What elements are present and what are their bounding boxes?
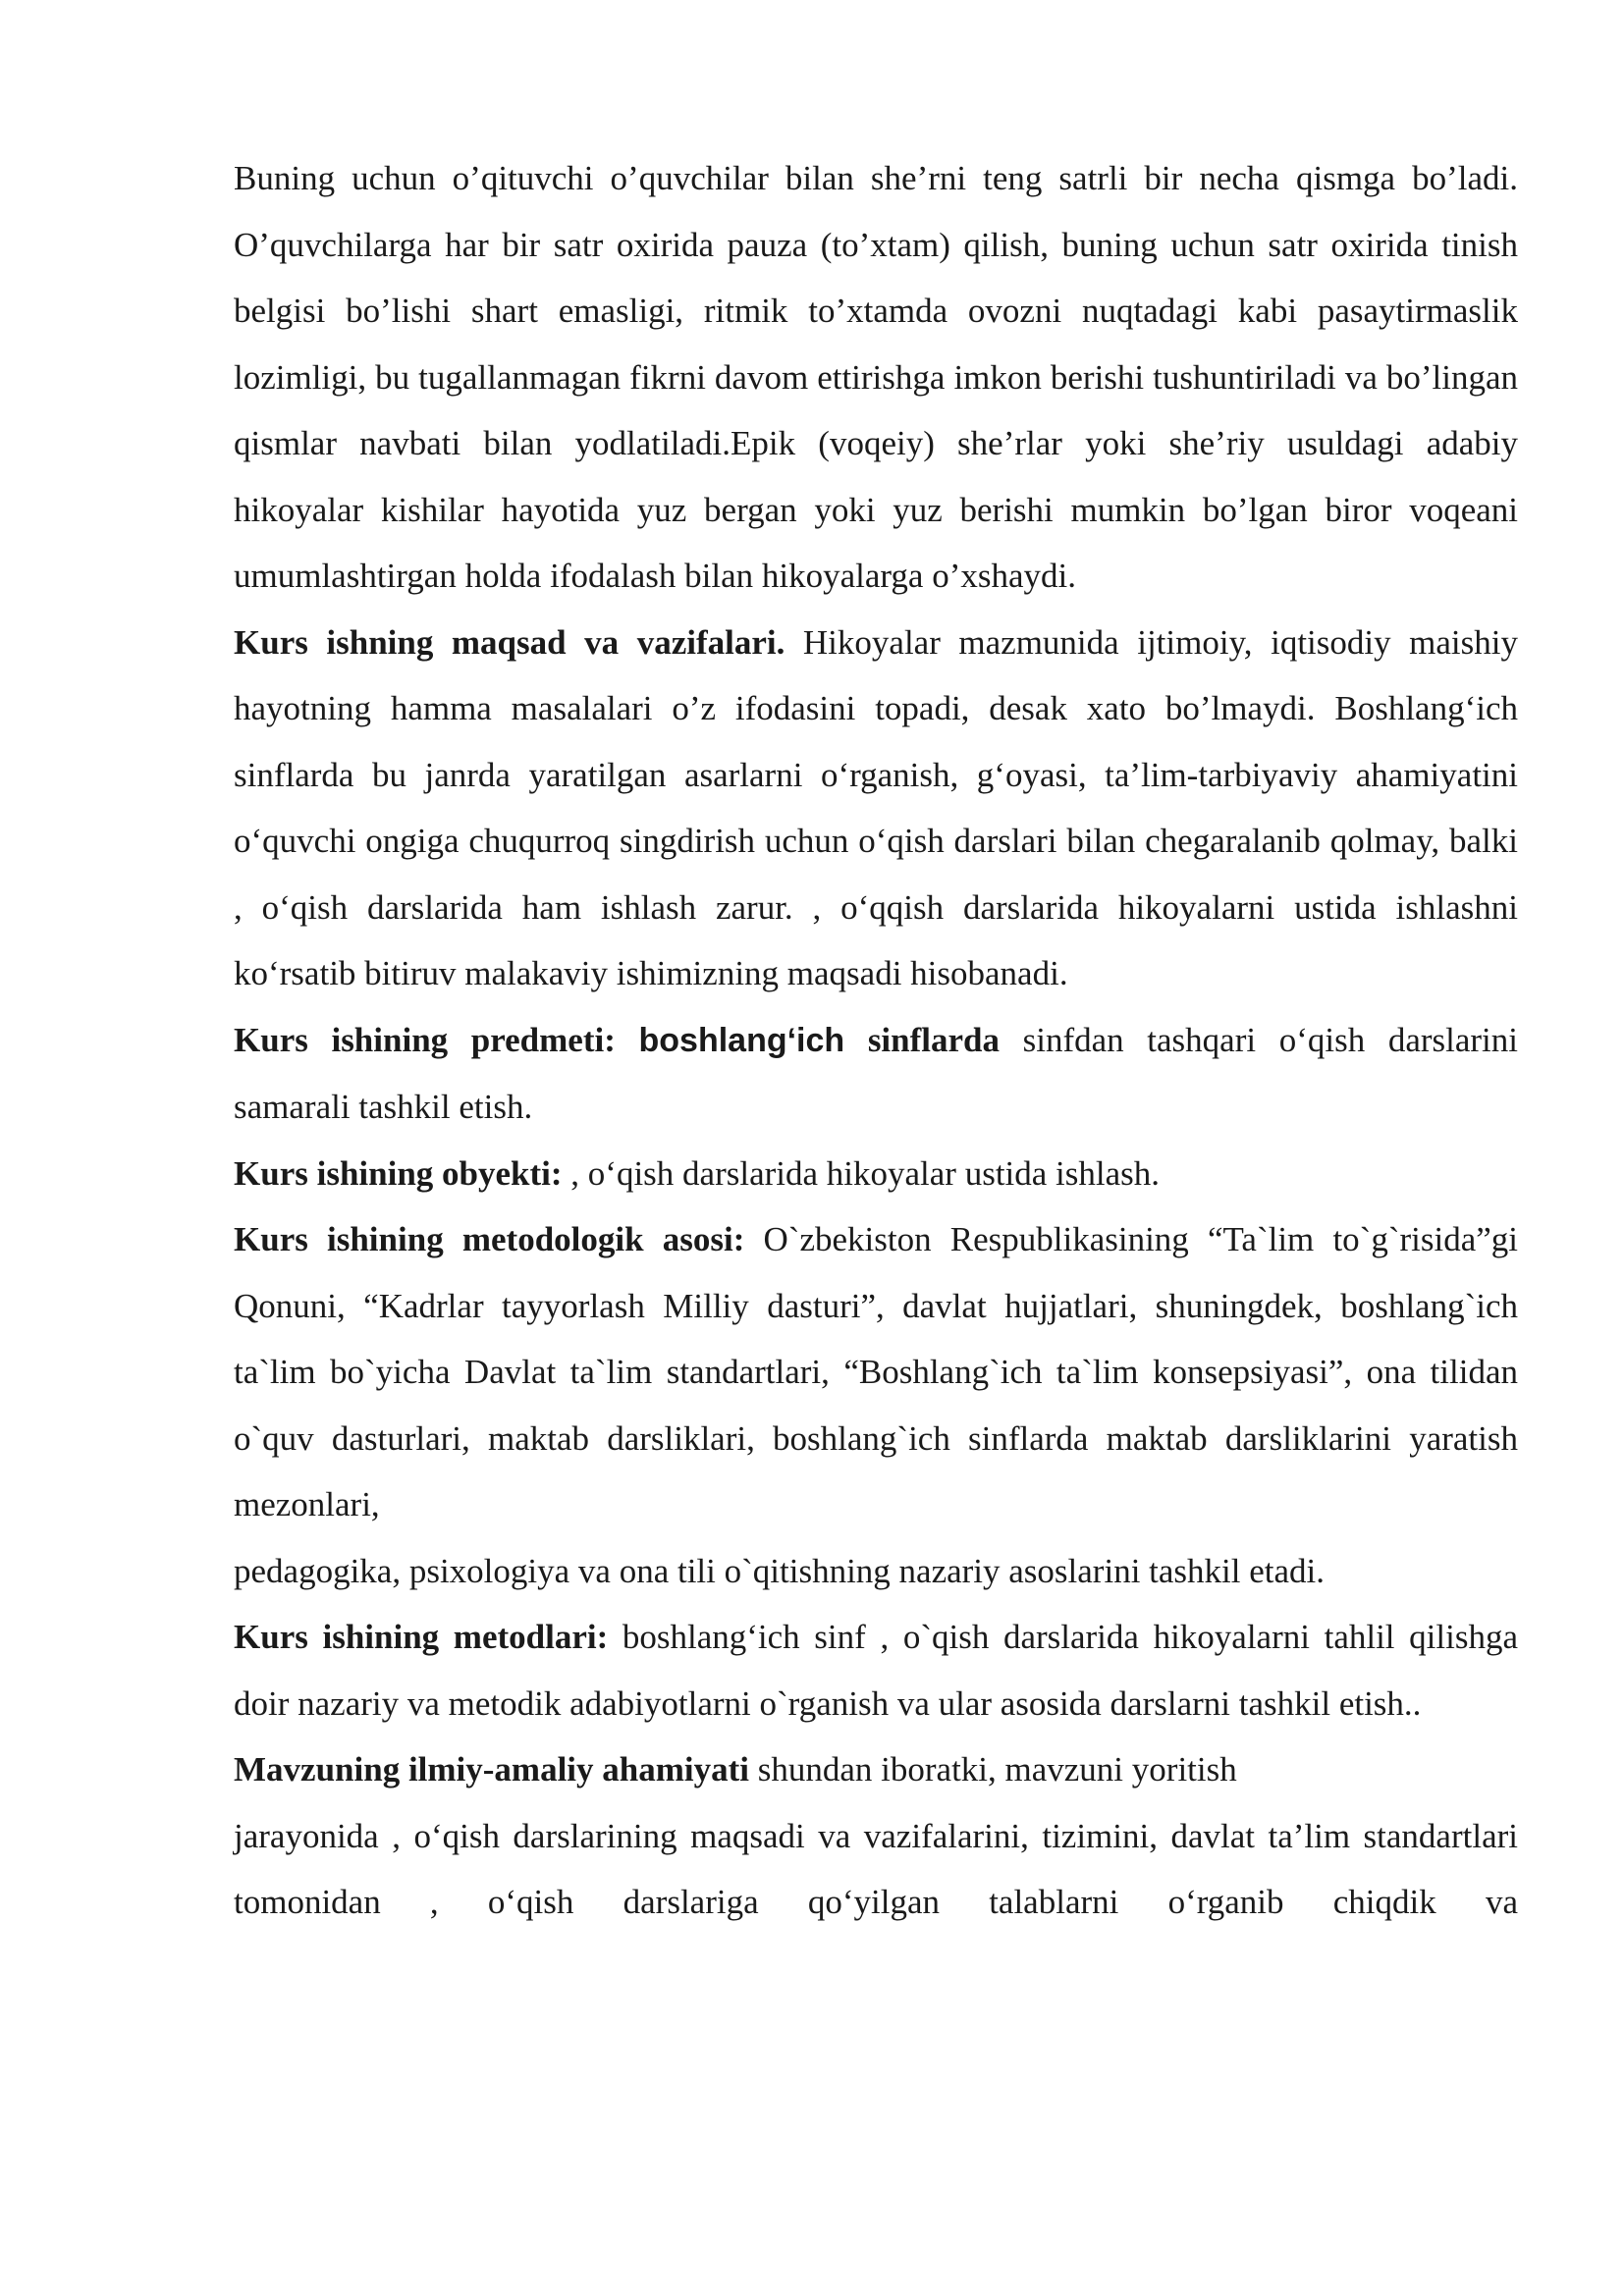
paragraph-object-text: , o‘qish darslarida hikoyalar ustida ishlash. (562, 1153, 1161, 1193)
paragraph-significance-cont (234, 1803, 1518, 1936)
paragraph-subject (234, 1007, 1518, 1141)
paragraph-significance-text: shundan iboratki, mavzuni yoritish (749, 1750, 1237, 1789)
paragraph-intro-text: Buning uchun o’qituvchi o’quvchilar bilan she’rni teng satrli bir necha qismga bo’ladi. O’quvchilarga har bir satr oxirida pauza (to’xtam) qilish, buning uchun satr oxirida tinish belgisi bo’lishi shart emasligi, ritmik to’xtamda ovozni nuqtadagi kabi pasaytirmaslik lozimligi, bu tugallanmagan fikrni davom ettirishga imkon berishi tushuntiriladi va bo’lingan qismlar navbati bilan yodlatiladi.Epik (voqeiy) she’rlar yoki she’riy usuldagi adabiy hikoyalar kishilar hayotida yuz bergan yoki yuz berishi mumkin bo’lgan biror voqeani umumlashtirgan holda ifodalash bilan hikoyalarga o’xshaydi. (234, 159, 1518, 595)
paragraph-methods-text: boshlang‘ich sinf , o`qish darslarida hikoyalarni tahlil qilishga doir nazariy va metodik adabiyotlarni o`rganish va ular asosida darslarni tashkil etish.. (234, 1618, 1518, 1723)
heading-significance: Mavzuning ilmiy-amaliy ahamiyati (234, 1750, 749, 1789)
heading-methodology: Kurs ishining metodologik asosi: (234, 1220, 745, 1258)
heading-methods: Kurs ishining metodlari: (234, 1618, 609, 1656)
paragraph-subject-text: sinfdan tashqari o‘qish darslarini samarali tashkil etish. (234, 1020, 1518, 1126)
paragraph-goals-text: Hikoyalar mazmunida ijtimoiy, iqtisodiy maishiy hayotning hamma masalalari o’z ifodasini topadi, desak xato bo’lmaydi. Boshlang‘ich sinflarda bu janrda yaratilgan asarlarni o‘rganish, g‘oyasi, ta’lim-tarbiyaviy ahamiyatini o‘quvchi ongiga chuqurroq singdirish uchun o‘qish darslari bilan chegaralanib qolmay, balki , o‘qish darslarida ham ishlash zarur. , o‘qqish darslarida hikoyalarni ustida ishlashni ko‘rsatib bitiruv malakaviy ishimizning maqsadi hisobanadi. (234, 622, 1518, 992)
paragraph-goals (234, 610, 1518, 1007)
subject-keyword: boshlang‘ich (638, 1021, 845, 1059)
paragraph-methodology-text: O`zbekiston Respublikasining “Ta`lim to`g`risida”gi Qonuni, “Kadrlar tayyorlash Milliy dasturi”, davlat hujjatlari, shuningdek, boshlang`ich ta`lim bo`yicha Davlat ta`lim standartlari, “Boshlang`ich ta`lim konsepsiyasi”, ona tilidan o`quv dasturlari, maktab darsliklari, boshlang`ich sinflarda maktab darsliklarini yaratish mezonlari, (234, 1220, 1518, 1523)
paragraph-methodology-cont (234, 1538, 1518, 1605)
paragraph-methodology-cont-text: pedagogika, psixologiya va ona tili o`qitishning nazariy asoslarini tashkil etadi. (234, 1551, 1326, 1590)
paragraph-significance-cont-text: jarayonida , o‘qish darslarining maqsadi va vazifalarini, tizimini, davlat ta’lim standartlari tomonidan , o‘qish darslariga qo‘yilgan talablarni o‘rganib chiqdik va (234, 1816, 1518, 1921)
subject-keyword-2: sinflarda (867, 1020, 1001, 1059)
paragraph-intro (234, 145, 1518, 610)
paragraph-methodology (234, 1206, 1518, 1538)
paragraph-methods (234, 1604, 1518, 1736)
heading-object: Kurs ishining obyekti: (234, 1153, 563, 1193)
paragraph-object (234, 1141, 1518, 1207)
paragraph-significance (234, 1736, 1518, 1803)
heading-subject: Kurs ishining predmeti: (234, 1020, 616, 1059)
document-page (234, 145, 1518, 1936)
heading-goals: Kurs ishning maqsad va vazifalari. (234, 622, 785, 662)
